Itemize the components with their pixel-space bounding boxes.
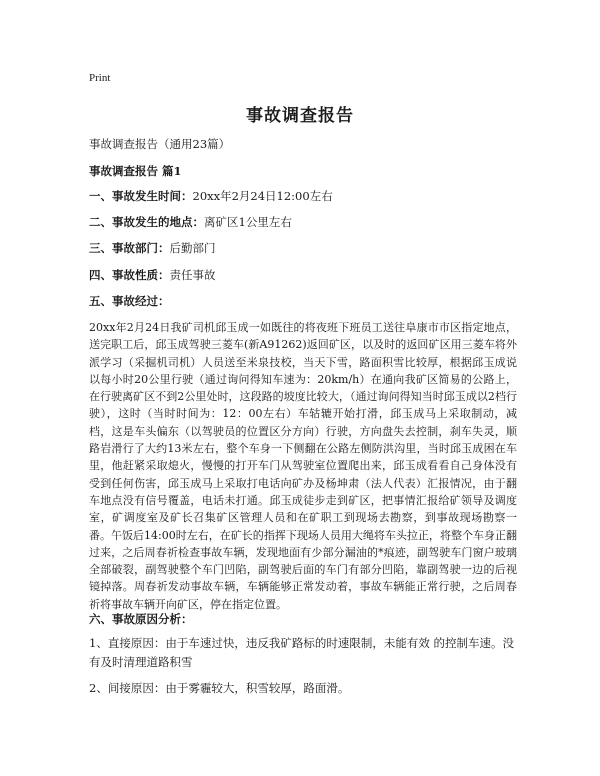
accident-dept-label: 三、事故部门： — [89, 241, 170, 255]
accident-dept-value: 后勤部门 — [169, 241, 216, 255]
accident-time-value: 20xx年2月24日12:00左右 — [192, 189, 333, 203]
accident-nature — [89, 267, 216, 283]
process-heading: 五、事故经过： — [89, 294, 170, 308]
document-subtitle: 事故调查报告（通用23篇） — [89, 137, 231, 151]
accident-nature-value: 责任事故 — [169, 268, 216, 282]
accident-place — [89, 214, 292, 230]
page-title: 事故调查报告 — [246, 106, 354, 126]
accident-place-value: 离矿区1公里左右 — [204, 215, 292, 229]
cause-indirect: 2、间接原因：由于雾霾较大，积雪较厚，路面滑。 — [89, 681, 350, 695]
cause-direct: 1、直接原因：由于车速过快，违反我矿路标的时速限制，未能有效 的控制车速。没有及时清理道路积雪 — [89, 636, 514, 669]
accident-time — [89, 188, 333, 204]
accident-nature-label: 四、事故性质： — [89, 268, 170, 282]
section-heading: 事故调查报告 篇1 — [89, 164, 182, 178]
cause-heading: 六、事故原因分析： — [89, 612, 193, 626]
accident-time-label: 一、事故发生时间： — [89, 189, 193, 203]
print-label[interactable]: Print — [89, 72, 111, 84]
process-paragraph: 20xx年2月24日我矿司机邱玉成一如既往的将夜班下班员工送往阜康市市区指定地点，送完职工后，邱玉成驾驶三菱车(新A91262)返回矿区，以及时的返回矿区用三菱车将外派学习（采掘机司机）人员送至米泉技校，当天下雪，路面积雪比较厚，根据邱玉成说以每小时20公里行驶（通过询问得知车速为：20km/h）在通向我矿区简易的公路上，在行驶离矿区不到2公里处时，这段路的坡度比较大，（通过询问得知当时邱玉成以2档行驶），这时（当时时间为：12：00左右）车轱辘开始打滑，邱玉成马上采取制动，减档，这是车头偏东（以驾驶员的位置区分方向）行驶，方向盘失去控制，刹车失灵，顺路岩滑行了大约13米左右，整个车身一下侧翻在公路左侧防洪沟里，当时邱玉成困在车里，他赶紧采取熄火，慢慢的打开车门从驾驶室位置爬出来，邱玉成看看自己身体没有受到任何伤害，邱玉成马上采取打电话向矿办及杨坤肃（法人代表）汇报情况，由于翻车地点没有信号覆盖，电话未打通。邱玉成徒步走到矿区，把事情汇报给矿领导及调度室，矿调度室及矿长召集矿区管理人员和在矿职工到现场去勘察，到事故现场勘察一番。午饭后14:00时左右，在矿长的指挥下现场人员用大绳将车头拉正，将整个车身正翻过来，之后周春祈检查事故车辆，发现地面有少部分漏油的*痕迹，副驾驶车门窗户玻璃全部破裂，副驾驶整个车门凹陷，副驾驶后面的车门有部分凹陷，靠副驾驶一边的后视镜掉落。周春祈发动事故车辆，车辆能够正常发动着，事故车辆能正常行驶，之后周春祈将事故车辆开向矿区，停在指定位置。 — [89, 321, 517, 611]
accident-place-label: 二、事故发生的地点： — [89, 215, 204, 229]
accident-dept — [89, 240, 216, 256]
